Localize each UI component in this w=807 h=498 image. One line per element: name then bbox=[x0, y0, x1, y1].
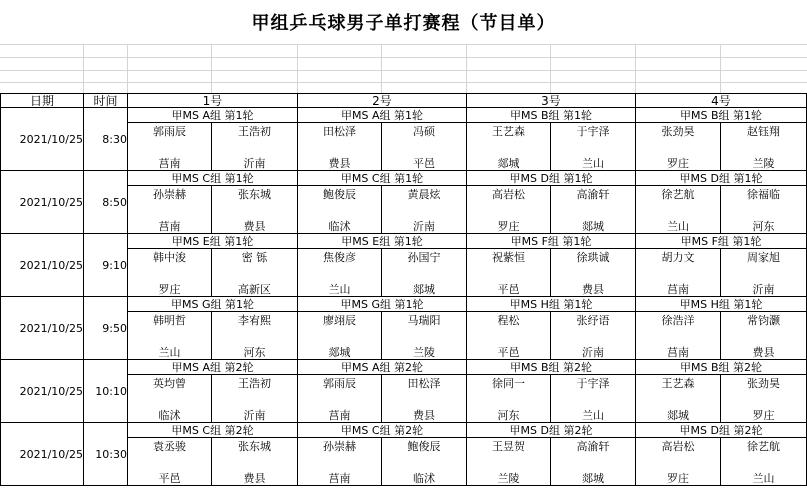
empty-cell bbox=[721, 265, 807, 282]
empty-cell bbox=[467, 265, 551, 282]
empty-cell bbox=[212, 454, 298, 471]
player-1: 韩明哲 bbox=[128, 312, 212, 329]
player-1: 韩中浚 bbox=[128, 249, 212, 266]
player-2-city: 费县 bbox=[382, 408, 467, 423]
player-1: 郭雨辰 bbox=[128, 123, 212, 140]
empty-cell bbox=[212, 391, 298, 408]
slot-round-row bbox=[1, 297, 807, 312]
player-1: 王艺森 bbox=[467, 123, 551, 140]
slot-date: 2021/10/25 bbox=[1, 360, 84, 423]
player-2-city: 临沭 bbox=[382, 471, 467, 486]
player-2-city: 沂南 bbox=[721, 282, 807, 297]
match-round: 甲MS G组 第1轮 bbox=[298, 297, 467, 312]
player-1-city: 莒南 bbox=[636, 345, 721, 360]
player-2-city: 郯城 bbox=[382, 282, 467, 297]
player-2-city: 高新区 bbox=[212, 282, 298, 297]
player-2: 张劲昊 bbox=[721, 375, 807, 392]
player-1-city: 兰山 bbox=[128, 345, 212, 360]
player-2: 徐福临 bbox=[721, 186, 807, 203]
player-1-city: 莒南 bbox=[128, 156, 212, 171]
player-1: 孙崇赫 bbox=[298, 438, 382, 455]
player-2-city: 兰山 bbox=[551, 156, 636, 171]
empty-cell bbox=[636, 328, 721, 345]
empty-cell bbox=[382, 391, 467, 408]
player-2-city: 费县 bbox=[551, 282, 636, 297]
empty-cell bbox=[551, 265, 636, 282]
header-table-1: 1号 bbox=[128, 94, 298, 108]
match-round: 甲MS F组 第1轮 bbox=[636, 234, 807, 249]
match-round: 甲MS G组 第1轮 bbox=[128, 297, 298, 312]
player-1: 廖翊辰 bbox=[298, 312, 382, 329]
match-round: 甲MS A组 第1轮 bbox=[298, 108, 467, 123]
slot-round-row bbox=[1, 360, 807, 375]
player-1: 张劲昊 bbox=[636, 123, 721, 140]
empty-cell bbox=[467, 391, 551, 408]
player-2-city: 平邑 bbox=[382, 156, 467, 171]
match-round: 甲MS H组 第1轮 bbox=[636, 297, 807, 312]
match-round: 甲MS C组 第1轮 bbox=[128, 171, 298, 186]
player-1-city: 兰山 bbox=[636, 219, 721, 234]
player-2-city: 费县 bbox=[721, 345, 807, 360]
empty-cell bbox=[636, 391, 721, 408]
header-time: 时间 bbox=[84, 94, 128, 108]
match-round: 甲MS C组 第1轮 bbox=[298, 171, 467, 186]
player-1: 英均曾 bbox=[128, 375, 212, 392]
empty-cell bbox=[128, 454, 212, 471]
schedule-table bbox=[0, 93, 807, 486]
player-2: 鲍俊辰 bbox=[382, 438, 467, 455]
player-2-city: 费县 bbox=[212, 471, 298, 486]
empty-cell bbox=[128, 139, 212, 156]
empty-cell bbox=[212, 265, 298, 282]
empty-cell bbox=[721, 328, 807, 345]
player-1-city: 平邑 bbox=[128, 471, 212, 486]
empty-cell bbox=[382, 139, 467, 156]
player-2: 密 铄 bbox=[212, 249, 298, 266]
empty-cell bbox=[298, 454, 382, 471]
player-1: 王艺森 bbox=[636, 375, 721, 392]
player-2: 张东城 bbox=[212, 186, 298, 203]
player-2-city: 沂南 bbox=[212, 156, 298, 171]
player-1: 袁丞骏 bbox=[128, 438, 212, 455]
player-1: 焦俊彦 bbox=[298, 249, 382, 266]
player-2: 常钧灏 bbox=[721, 312, 807, 329]
player-1-city: 莒南 bbox=[128, 219, 212, 234]
slot-date: 2021/10/25 bbox=[1, 171, 84, 234]
slot-time: 10:30 bbox=[84, 423, 128, 486]
slot-time: 10:10 bbox=[84, 360, 128, 423]
empty-cell bbox=[551, 202, 636, 219]
empty-cell bbox=[128, 202, 212, 219]
empty-cell bbox=[467, 202, 551, 219]
player-2: 于宇泽 bbox=[551, 375, 636, 392]
player-2-city: 河东 bbox=[212, 345, 298, 360]
match-round: 甲MS A组 第2轮 bbox=[128, 360, 298, 375]
player-2: 孙国宁 bbox=[382, 249, 467, 266]
player-1-city: 平邑 bbox=[467, 345, 551, 360]
match-round: 甲MS C组 第2轮 bbox=[128, 423, 298, 438]
player-2: 李宥熙 bbox=[212, 312, 298, 329]
empty-cell bbox=[467, 454, 551, 471]
player-1-city: 河东 bbox=[467, 408, 551, 423]
player-1-city: 郯城 bbox=[298, 345, 382, 360]
player-1-city: 费县 bbox=[298, 156, 382, 171]
match-round: 甲MS B组 第2轮 bbox=[636, 360, 807, 375]
empty-cell bbox=[212, 328, 298, 345]
player-1-city: 莒南 bbox=[298, 471, 382, 486]
player-1: 程松 bbox=[467, 312, 551, 329]
player-1-city: 兰山 bbox=[298, 282, 382, 297]
empty-cell bbox=[298, 139, 382, 156]
player-1: 高岩松 bbox=[467, 186, 551, 203]
player-2-city: 郯城 bbox=[551, 219, 636, 234]
player-1: 高岩松 bbox=[636, 438, 721, 455]
player-2: 徐珙诚 bbox=[551, 249, 636, 266]
match-round: 甲MS D组 第2轮 bbox=[636, 423, 807, 438]
match-round: 甲MS H组 第1轮 bbox=[467, 297, 636, 312]
match-round: 甲MS E组 第1轮 bbox=[298, 234, 467, 249]
match-round: 甲MS D组 第1轮 bbox=[467, 171, 636, 186]
empty-cell bbox=[721, 139, 807, 156]
empty-cell bbox=[128, 391, 212, 408]
player-1: 徐浩洋 bbox=[636, 312, 721, 329]
slot-date: 2021/10/25 bbox=[1, 423, 84, 486]
player-2: 高渝轩 bbox=[551, 186, 636, 203]
empty-cell bbox=[636, 454, 721, 471]
player-2-city: 兰陵 bbox=[721, 156, 807, 171]
player-1: 徐艺航 bbox=[636, 186, 721, 203]
slot-round-row bbox=[1, 234, 807, 249]
slot-date: 2021/10/25 bbox=[1, 297, 84, 360]
player-1-city: 莒南 bbox=[636, 282, 721, 297]
empty-cell bbox=[721, 454, 807, 471]
player-2-city: 沂南 bbox=[382, 219, 467, 234]
empty-cell bbox=[636, 139, 721, 156]
slot-round-row bbox=[1, 108, 807, 123]
player-1-city: 临沭 bbox=[298, 219, 382, 234]
player-1-city: 莒南 bbox=[298, 408, 382, 423]
player-2-city: 兰山 bbox=[551, 408, 636, 423]
slot-date: 2021/10/25 bbox=[1, 108, 84, 171]
player-1: 祝紫恒 bbox=[467, 249, 551, 266]
empty-cell bbox=[551, 139, 636, 156]
player-1: 孙崇赫 bbox=[128, 186, 212, 203]
header-table-2: 2号 bbox=[298, 94, 467, 108]
empty-cell bbox=[721, 202, 807, 219]
player-1: 胡力文 bbox=[636, 249, 721, 266]
header-table-4: 4号 bbox=[636, 94, 807, 108]
empty-cell bbox=[298, 202, 382, 219]
empty-cell bbox=[298, 265, 382, 282]
header-row bbox=[1, 94, 807, 108]
empty-cell bbox=[128, 328, 212, 345]
player-2: 张东城 bbox=[212, 438, 298, 455]
slot-time: 9:10 bbox=[84, 234, 128, 297]
player-1-city: 罗庄 bbox=[128, 282, 212, 297]
slot-date: 2021/10/25 bbox=[1, 234, 84, 297]
player-2-city: 罗庄 bbox=[721, 408, 807, 423]
player-2-city: 费县 bbox=[212, 219, 298, 234]
player-1: 鲍俊辰 bbox=[298, 186, 382, 203]
player-2-city: 沂南 bbox=[212, 408, 298, 423]
player-1: 王昱贺 bbox=[467, 438, 551, 455]
player-1-city: 兰陵 bbox=[467, 471, 551, 486]
match-round: 甲MS E组 第1轮 bbox=[128, 234, 298, 249]
player-1-city: 罗庄 bbox=[636, 156, 721, 171]
player-2-city: 兰山 bbox=[721, 471, 807, 486]
empty-cell bbox=[212, 202, 298, 219]
player-2: 马瑞阳 bbox=[382, 312, 467, 329]
player-1-city: 平邑 bbox=[467, 282, 551, 297]
player-2: 黄晨炫 bbox=[382, 186, 467, 203]
empty-cell bbox=[382, 454, 467, 471]
player-2: 赵钰翔 bbox=[721, 123, 807, 140]
player-2: 徐艺航 bbox=[721, 438, 807, 455]
empty-cell bbox=[382, 265, 467, 282]
player-1-city: 郯城 bbox=[636, 408, 721, 423]
empty-cell bbox=[636, 265, 721, 282]
player-1: 田松泽 bbox=[298, 123, 382, 140]
player-2: 张纾语 bbox=[551, 312, 636, 329]
player-2-city: 沂南 bbox=[551, 345, 636, 360]
slot-round-row bbox=[1, 171, 807, 186]
empty-cell bbox=[551, 391, 636, 408]
player-1-city: 罗庄 bbox=[467, 219, 551, 234]
player-2-city: 郯城 bbox=[551, 471, 636, 486]
empty-cell bbox=[128, 265, 212, 282]
slot-time: 9:50 bbox=[84, 297, 128, 360]
player-2: 高渝轩 bbox=[551, 438, 636, 455]
player-2: 冯硕 bbox=[382, 123, 467, 140]
empty-cell bbox=[551, 328, 636, 345]
slot-time: 8:50 bbox=[84, 171, 128, 234]
player-2: 王浩初 bbox=[212, 375, 298, 392]
player-1: 郭雨辰 bbox=[298, 375, 382, 392]
player-2-city: 河东 bbox=[721, 219, 807, 234]
match-round: 甲MS C组 第2轮 bbox=[298, 423, 467, 438]
header-date: 日期 bbox=[1, 94, 84, 108]
empty-cell bbox=[467, 328, 551, 345]
match-round: 甲MS B组 第2轮 bbox=[467, 360, 636, 375]
match-round: 甲MS F组 第1轮 bbox=[467, 234, 636, 249]
empty-cell bbox=[382, 328, 467, 345]
match-round: 甲MS D组 第1轮 bbox=[636, 171, 807, 186]
player-2: 王浩初 bbox=[212, 123, 298, 140]
empty-cell bbox=[721, 391, 807, 408]
slot-time: 8:30 bbox=[84, 108, 128, 171]
slot-round-row bbox=[1, 423, 807, 438]
match-round: 甲MS B组 第1轮 bbox=[636, 108, 807, 123]
empty-cell bbox=[551, 454, 636, 471]
empty-cell bbox=[382, 202, 467, 219]
match-round: 甲MS D组 第2轮 bbox=[467, 423, 636, 438]
player-2-city: 兰陵 bbox=[382, 345, 467, 360]
empty-cell bbox=[467, 139, 551, 156]
player-1-city: 郯城 bbox=[467, 156, 551, 171]
player-1-city: 临沭 bbox=[128, 408, 212, 423]
page-title: 甲组乒乓球男子单打赛程（节目单） bbox=[251, 13, 556, 34]
empty-cell bbox=[212, 139, 298, 156]
player-1-city: 罗庄 bbox=[636, 471, 721, 486]
player-1: 徐同一 bbox=[467, 375, 551, 392]
header-table-3: 3号 bbox=[467, 94, 636, 108]
player-2: 于宇泽 bbox=[551, 123, 636, 140]
empty-cell bbox=[636, 202, 721, 219]
match-round: 甲MS A组 第2轮 bbox=[298, 360, 467, 375]
player-2: 田松泽 bbox=[382, 375, 467, 392]
empty-cell bbox=[298, 391, 382, 408]
match-round: 甲MS A组 第1轮 bbox=[128, 108, 298, 123]
empty-cell bbox=[298, 328, 382, 345]
match-round: 甲MS B组 第1轮 bbox=[467, 108, 636, 123]
player-2: 周家旭 bbox=[721, 249, 807, 266]
